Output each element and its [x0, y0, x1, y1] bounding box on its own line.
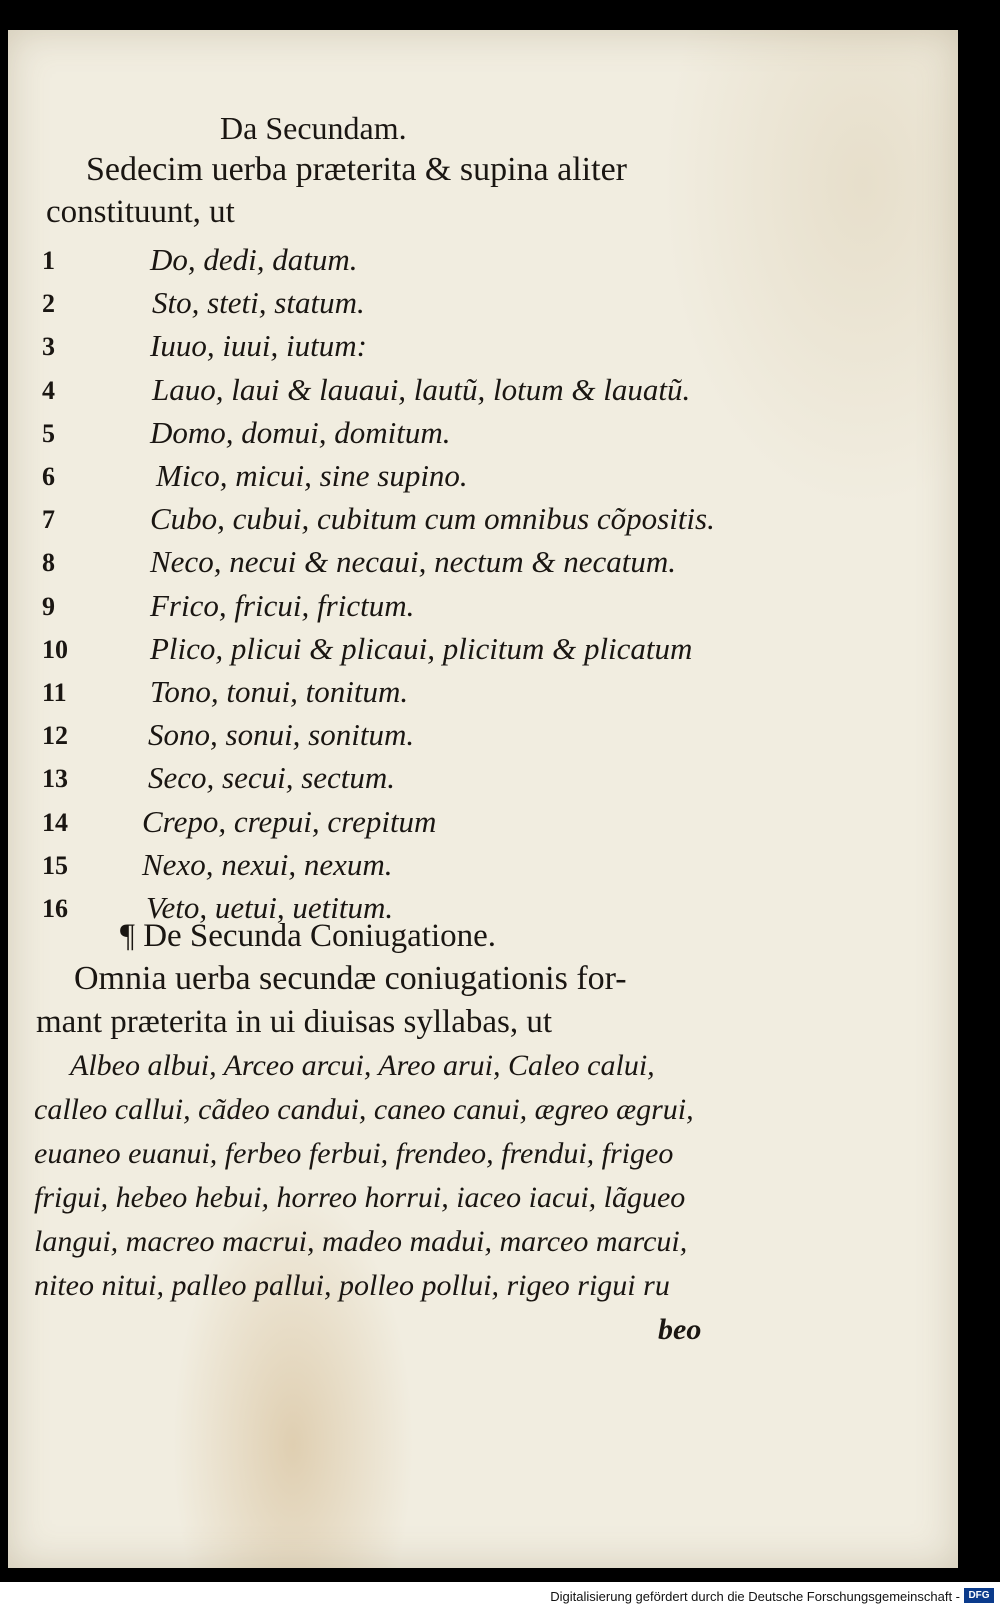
footer-bar [0, 1582, 1000, 1622]
example-line: euaneo euanui, ferbeo ferbui, frendeo, frendui, frigeo [34, 1137, 674, 1170]
book-page [8, 30, 958, 1568]
entry-number: 10 [42, 634, 68, 664]
entry-text: Domo, domui, domitum. [150, 414, 451, 450]
entry-text: Tono, tonui, tonitum. [150, 674, 409, 709]
entry-text: Do, dedi, datum. [150, 242, 358, 277]
entry-number: 11 [42, 678, 67, 707]
section-heading: ¶ De Secunda Coniugatione. [120, 918, 497, 954]
entry-text: Crepo, crepui, crepitum [142, 803, 437, 839]
entry-number: 4 [42, 375, 55, 405]
example-line: langui, macreo macrui, madeo madui, marceo marcui, [34, 1225, 688, 1258]
paragraph-line-1: Omnia uerba secundæ coniugationis for- [74, 960, 627, 997]
entry-number: 6 [42, 462, 55, 491]
entry-number: 1 [42, 246, 55, 275]
entry-text: Cubo, cubui, cubitum cum omnibus cõpositis. [150, 501, 715, 537]
entry-text: Nexo, nexui, nexum. [142, 846, 393, 882]
entry-number: 16 [42, 894, 68, 923]
entry-text: Iuuo, iuui, iutum: [150, 328, 367, 364]
example-line: niteo nitui, palleo pallui, polleo pollui, rigeo rigui ru [34, 1269, 670, 1302]
entry-text: Sono, sonui, sonitum. [148, 717, 415, 753]
entry-text: Neco, necui & necaui, nectum & necatum. [150, 544, 676, 580]
intro-line-2: constituunt, ut [46, 194, 235, 230]
dfg-logo: DFG [964, 1588, 994, 1603]
entry-text: Seco, secui, sectum. [148, 760, 396, 796]
entry-number: 3 [42, 332, 55, 362]
entry-number: 12 [42, 721, 68, 751]
example-line: calleo callui, cãdeo candui, caneo canui, ægreo ægrui, [34, 1093, 694, 1126]
example-line: Albeo albui, Arceo arcui, Areo arui, Caleo calui, [70, 1049, 655, 1082]
entry-number: 9 [42, 591, 55, 621]
entry-number: 14 [42, 807, 68, 837]
entry-number: 5 [42, 418, 55, 448]
entry-number: 8 [42, 548, 55, 578]
entry-text: Plico, plicui & plicaui, plicitum & plicatum [150, 630, 693, 666]
entry-text: Sto, steti, statum. [152, 285, 365, 321]
paragraph-line-2: mant præterita in ui diuisas syllabas, ut [36, 1004, 553, 1040]
entry-text: Veto, uetui, uetitum. [146, 890, 394, 925]
entry-number: 2 [42, 289, 55, 319]
entry-number: 7 [42, 505, 55, 535]
entry-number: 15 [42, 850, 68, 880]
entry-text: Frico, fricui, frictum. [150, 587, 415, 623]
example-line: frigui, hebeo hebui, horreo horrui, iaceo iacui, lãgueo [34, 1181, 686, 1214]
entry-number: 13 [42, 764, 68, 794]
catchword: beo [658, 1313, 702, 1346]
entry-text: Mico, micui, sine supino. [156, 458, 468, 493]
running-header: Da Secundam. [220, 110, 407, 146]
entry-text: Lauo, laui & lauaui, lautũ, lotum & lauatũ. [152, 371, 691, 407]
footer-credit: Digitalisierung gefördert durch die Deutsche Forschungsgemeinschaft - [550, 1589, 960, 1604]
intro-line-1: Sedecim uerba præterita & supina aliter [86, 151, 627, 188]
